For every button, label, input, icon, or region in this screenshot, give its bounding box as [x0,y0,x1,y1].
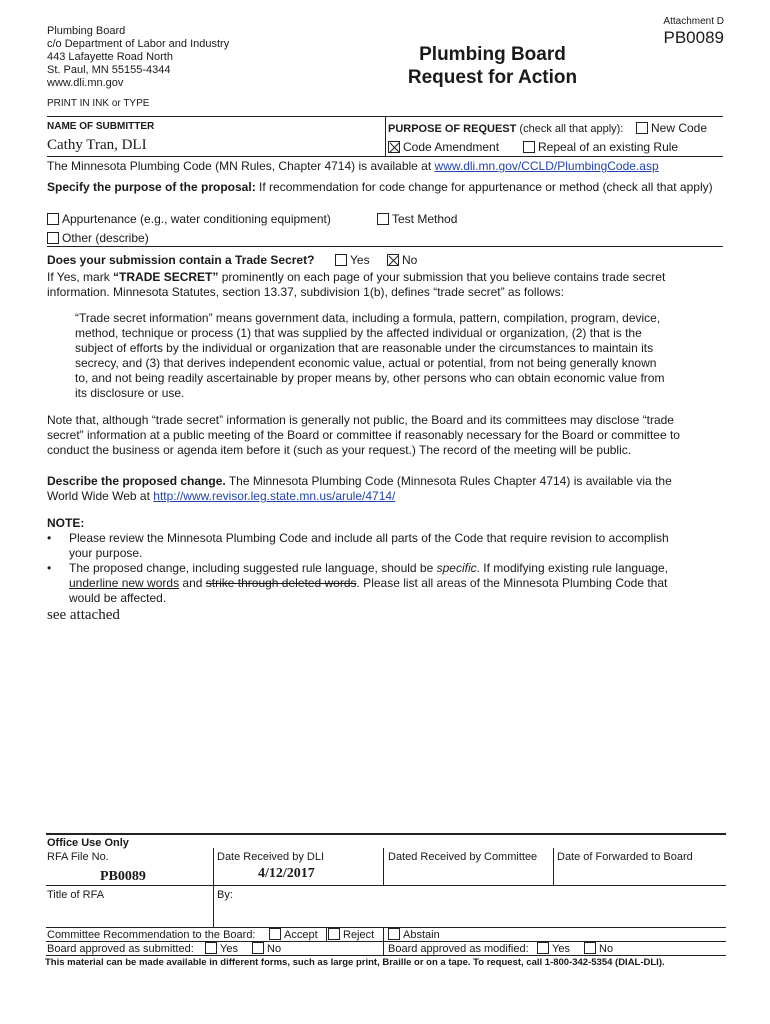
trade-secret-question [47,253,314,268]
address-line: www.dli.mn.gov [47,77,124,89]
form-id: PB0089 [663,28,724,47]
board-address [47,25,229,90]
proposed-change-field[interactable]: see attached [47,607,120,623]
new-code-checkbox[interactable] [636,122,648,134]
address-line: St. Paul, MN 55155-4344 [47,64,171,76]
revisor-link[interactable]: http://www.revisor.leg.state.mn.us/arule/4714/ [153,489,396,503]
submitter-label: NAME OF SUBMITTER [47,121,155,132]
trade-secret-no-option[interactable] [387,253,417,268]
approved-submitted-yes-option[interactable] [205,942,238,956]
accept-label: Accept [284,929,318,941]
print-note: PRINT IN INK or TYPE [47,98,150,109]
code-amendment-option[interactable] [388,140,499,155]
divider [213,848,214,885]
code-amendment-checkbox[interactable] [388,141,400,153]
approved-submitted-no-option[interactable] [252,942,281,956]
approved-modified-yes-checkbox[interactable] [537,942,549,954]
plumbing-code-link[interactable]: www.dli.mn.gov/CCLD/PlumbingCode.asp [434,159,659,173]
abstain-label: Abstain [403,929,440,941]
reject-label: Reject [343,929,375,941]
test-method-option[interactable] [377,212,457,227]
no-label: No [267,943,282,955]
bullet-line: Please review the Minnesota Plumbing Code and include all parts of the Code that require revision to accomplish [69,531,669,545]
purpose-label: PURPOSE OF REQUEST [388,123,517,135]
note-line: Note that, although “trade secret” information is generally not public, the Board and its committees may disclose “trade [47,413,674,427]
office-top-border [46,833,726,835]
divider [46,927,726,928]
bullet-line: your purpose. [69,546,143,560]
divider [383,848,384,885]
rfa-title-label: Title of RFA [47,889,105,901]
repeal-option[interactable] [523,140,678,155]
date-committee-label: Dated Received by Committee [388,851,538,863]
yes-label: Yes [220,943,238,955]
describe-line: World Wide Web at http://www.revisor.leg.state.mn.us/arule/4714/ [47,489,396,503]
page-title [400,43,585,89]
submitter-name-field[interactable]: Cathy Tran, DLI [47,137,147,153]
trade-secret-definition [75,311,735,401]
list-item: • The proposed change, including suggested rule language, should be specific. If modifying existing rule language, underline new words and strike through deleted words. Please list all areas of the Minnesota Plumbing Code that would be affected. [47,561,737,606]
trade-secret-no-checkbox[interactable] [387,254,399,266]
trade-secret-yes-checkbox[interactable] [335,254,347,266]
quote-line: secrecy, and (3) that derives independent economic value, actual or potential, from not being generally known [75,356,657,370]
new-code-option[interactable] [636,121,707,136]
rfa-file-value[interactable]: PB0089 [100,869,146,884]
proposal-purpose [47,180,723,195]
proposal-text: If recommendation for code change for appurtenance or method (check all that apply) [255,180,713,194]
test-method-checkbox[interactable] [377,213,389,225]
address-line: 443 Lafayette Road North [47,51,173,63]
repeal-checkbox[interactable] [523,141,535,153]
trade-secret-yes-label: Yes [350,253,370,267]
rfa-file-label: RFA File No. [47,851,109,863]
approved-submitted-label: Board approved as submitted: [47,943,194,955]
note-bullets [47,531,737,606]
accept-option[interactable] [269,928,318,942]
accessibility-footer: This material can be made available in different forms, such as large print, Braille or on a tape. To request, call 1-800-342-5354 (DIAL-DLI). [45,957,665,968]
code-amendment-label: Code Amendment [403,140,500,154]
divider [47,156,723,157]
divider [383,927,384,941]
reject-checkbox[interactable] [328,928,340,940]
abstain-checkbox[interactable] [388,928,400,940]
date-received-value[interactable]: 4/12/2017 [258,866,315,881]
purpose-hint: (check all that apply): [519,123,624,135]
divider [46,885,726,886]
note-line: secret” information at a public meeting of the Board or committee if reasonably necessary for the Board or committee to [47,428,680,442]
trade-secret-no-label: No [402,253,418,267]
reject-option[interactable] [328,928,374,942]
purpose-label-row [388,123,623,135]
proposal-heading: Specify the purpose of the proposal: [47,180,256,194]
instruction-line: information. Minnesota Statutes, section 13.37, subdivision 1(b), defines “trade secret” as follows: [47,285,564,299]
accept-checkbox[interactable] [269,928,281,940]
appurtenance-checkbox[interactable] [47,213,59,225]
divider [47,246,723,247]
address-line: c/o Department of Labor and Industry [47,38,230,50]
date-board-label: Date of Forwarded to Board [557,851,693,863]
approved-modified-no-option[interactable] [584,942,613,956]
divider [46,941,726,942]
other-option[interactable] [47,231,149,246]
trade-secret-heading: Does your submission contain a Trade Secret? [47,253,315,267]
title-line: Plumbing Board [419,44,566,65]
abstain-option[interactable] [388,928,440,942]
code-note-text: The Minnesota Plumbing Code (MN Rules, Chapter 4714) is available at [47,159,435,173]
divider [326,927,327,941]
committee-recommendation-label: Committee Recommendation to the Board: [47,929,256,941]
title-line: Request for Action [407,67,578,88]
new-code-label: New Code [651,121,708,135]
appurtenance-option[interactable] [47,212,331,227]
describe-line: Describe the proposed change. The Minnesota Plumbing Code (Minnesota Rules Chapter 4714) is available via the [47,474,672,488]
trade-secret-instructions [47,270,737,300]
address-line: Plumbing Board [47,25,126,37]
test-method-label: Test Method [392,212,458,226]
describe-heading: Describe the proposed change. [47,474,226,488]
by-label: By: [217,889,233,901]
divider [383,941,384,955]
appurtenance-label: Appurtenance (e.g., water conditioning equipment) [62,212,331,226]
list-item: • Please review the Minnesota Plumbing Code and include all parts of the Code that require revision to accomplish your purpose. [47,531,737,561]
office-use-heading: Office Use Only [47,837,129,849]
quote-line: “Trade secret information” means government data, including a formula, pattern, compilation, program, device, [75,311,661,325]
divider [213,885,214,927]
quote-line: its disclosure or use. [75,386,185,400]
approved-modified-label: Board approved as modified: [388,943,529,955]
divider [385,117,386,157]
divider [46,955,726,956]
date-received-label: Date Received by DLI [217,851,324,863]
approved-submitted-yes-checkbox[interactable] [205,942,217,954]
other-checkbox[interactable] [47,232,59,244]
quote-line: subject of efforts by the individual or organization that are reasonable under the circumstances to maintain its [75,341,654,355]
quote-line: to, and not being readily ascertainable by proper means by, other persons who can obtain economic value from [75,371,665,385]
bullet-line: The proposed change, including suggested rule language, should be specific. If modifying existing rule language, [69,561,669,575]
quote-line: method, technique or process (1) that was supplied by the affected individual or organization, (2) that is the [75,326,642,340]
attachment-label: Attachment D [663,16,724,27]
instruction-line: If Yes, mark “TRADE SECRET” prominently on each page of your submission that you believe contains trade secret [47,270,666,284]
divider [553,848,554,885]
other-label: Other (describe) [62,231,149,245]
bullet-line: would be affected. [69,591,167,605]
approved-modified-no-checkbox[interactable] [584,942,596,954]
approved-modified-yes-option[interactable] [537,942,570,956]
trade-secret-note [47,413,737,458]
no-label: No [599,943,614,955]
note-line: conduct the business or agenda item before it (such as your request.) The record of the meeting will be public. [47,443,632,457]
yes-label: Yes [552,943,570,955]
approved-submitted-no-checkbox[interactable] [252,942,264,954]
repeal-label: Repeal of an existing Rule [538,140,679,154]
describe-change [47,474,737,504]
note-heading: NOTE: [47,516,85,530]
trade-secret-yes-option[interactable] [335,253,370,268]
bullet-line: underline new words and strike through deleted words. Please list all areas of the Minnesota Plumbing Code that [69,576,668,590]
code-availability-note [47,159,659,174]
